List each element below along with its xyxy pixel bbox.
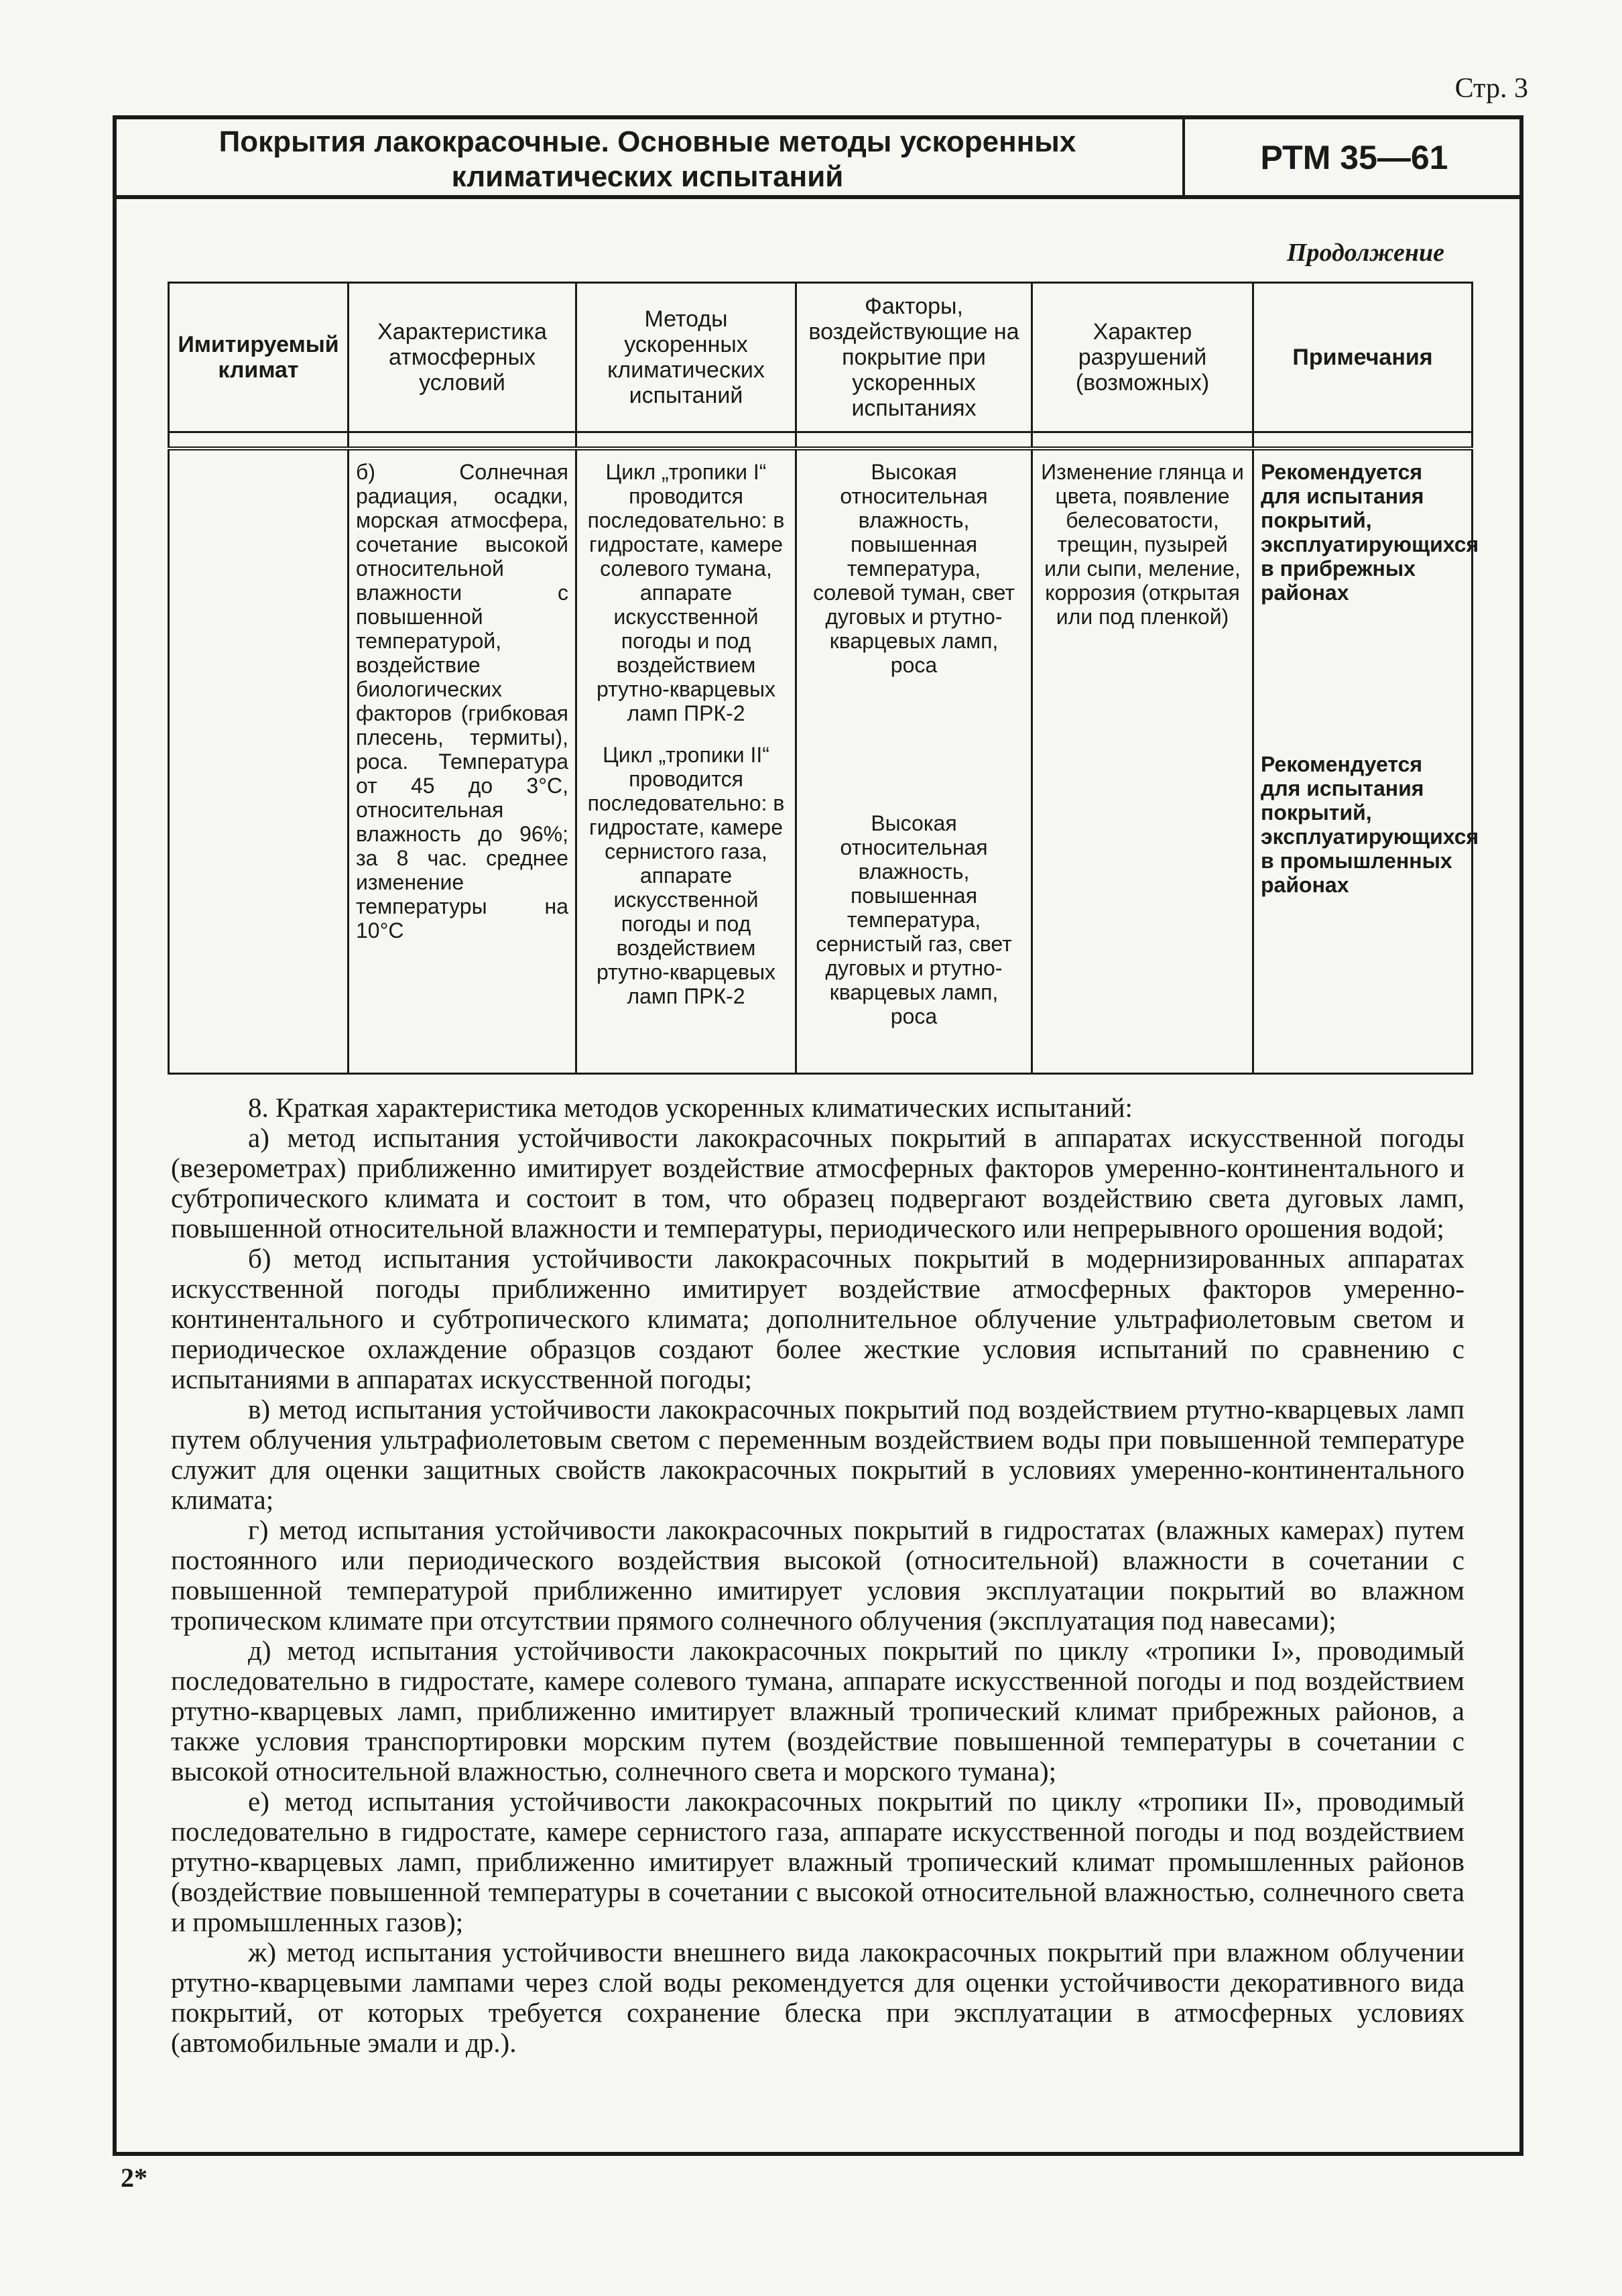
method-item-a: а) метод испытания устойчивости лакокрасочных покрытий в аппаратах искусственной погоды (везерометрах) приближенно имитирует воздействие атмосферных факторов умеренно-континентального и субтропического климата и состоит в том, что образец подвергают воздействию света дуговых ламп, повышенной относительной влажности и температуры, периодического или непрерывного орошения водой; — [171, 1122, 1464, 1244]
method-tropics-1: Цикл „тропики I“ проводится последовательно: в гидростате, камере солевого тумана, аппарате искусственной погоды и под воздействием ртутно-кварцевых ламп ПРК-2 — [587, 460, 785, 725]
table-separator — [169, 432, 1473, 449]
cell-notes — [1253, 448, 1479, 1074]
cell-climate — [169, 448, 349, 1074]
footer-rule — [113, 2152, 1523, 2156]
document-title: Покрытия лакокрасочные. Основные методы ускоренных климатических испытаний — [113, 119, 1185, 195]
methods-description — [171, 1093, 1464, 2058]
column-header-factors: Факторы, воздействующие на покрытие при ускоренных испытаниях — [796, 283, 1032, 432]
method-item-v: в) метод испытания устойчивости лакокрасочных покрытий под воздействием ртутно-кварцевых ламп путем облучения ультрафиолетовым светом с переменным воздействием воды при повышенной температуре служит для оценки защитных свойств лакокрасочных покрытий в условиях умеренно-континентального климата; — [171, 1394, 1464, 1515]
method-item-zh: ж) метод испытания устойчивости внешнего вида лакокрасочных покрытий при влажном облучении ртутно-кварцевыми лампами через слой воды рекомендуется для оценки устойчивости декоративного вида покрытий, от которых требуется сохранение блеска при эксплуатации в атмосферных условиях (автомобильные эмали и др.). — [171, 1937, 1464, 2058]
method-item-g: г) метод испытания устойчивости лакокрасочных покрытий в гидростатах (влажных камерах) путем постоянного или периодического воздействия высокой (относительной) влажности в сочетании с повышенной температурой приближенно имитирует условия эксплуатации покрытий во влажном тропическом климате при отсутствии прямого солнечного облучения (эксплуатация под навесами); — [171, 1514, 1464, 1636]
document-code: РТМ 35—61 — [1260, 138, 1448, 176]
document-header — [113, 115, 1523, 199]
factors-tropics-2: Высокая относительная влажность, повышенная температура, сернистый газ, свет дуговых и ртутно-кварцевых ламп, роса — [816, 811, 1012, 1028]
cell-conditions: б) Солнечная радиация, осадки, морская атмосфера, сочетание высокой относительной влажности с повышенной температурой, воздействие биологических факторов (грибковая плесень, термиты), роса. Температура от 45 до 3°С, относительная влажность до 96%; за 8 час. среднее изменение температуры на 10°С — [349, 448, 576, 1074]
cell-methods — [576, 448, 796, 1074]
method-item-e: е) метод испытания устойчивости лакокрасочных покрытий по циклу «тропики II», проводимый последовательно в гидростате, камере сернистого газа, аппарате искусственной погоды и под воздействием ртутно-кварцевых ламп, приближенно имитирует влажный тропический климат промышленных районов (воздействие повышенной температуры в сочетании с высокой относительной влажностью, солнечного света и промышленных газов); — [171, 1786, 1464, 1937]
table-header-row — [169, 283, 1473, 432]
column-header-methods: Методы ускоренных климатических испытаний — [576, 283, 796, 432]
method-item-d: д) метод испытания устойчивости лакокрасочных покрытий по циклу «тропики I», проводимый последовательно в гидростате, камере солевого тумана, аппарате искусственной погоды и под воздействием ртутно-кварцевых ламп, приближенно имитирует влажный тропический климат прибрежных районов, а также условия транспортировки морским путем (воздействие повышенной температуры в сочетании с высокой относительной влажностью, солнечного света и морского тумана); — [171, 1635, 1464, 1787]
column-header-damage: Характер разрушений (возможных) — [1032, 283, 1253, 432]
page-number: Стр. 3 — [1454, 73, 1528, 104]
note-tropics-1: Рекомендуется для испытания покрытий, эксплуатирующихся в прибрежных районах — [1261, 460, 1479, 605]
continuation-label: Продолжение — [1286, 239, 1444, 267]
factors-tropics-1: Высокая относительная влажность, повышенная температура, солевой туман, свет дуговых и ртутно-кварцевых ламп, роса — [812, 460, 1015, 677]
method-tropics-2: Цикл „тропики II“ проводится последовательно: в гидростате, камере сернистого газа, аппарате искусственной погоды и под воздействием ртутно-кварцевых ламп ПРК-2 — [587, 743, 785, 1008]
table-row — [169, 448, 1473, 1074]
climate-methods-table — [168, 282, 1479, 1075]
cell-factors — [796, 448, 1032, 1074]
method-item-b: б) метод испытания устойчивости лакокрасочных покрытий в модернизированных аппаратах искусственной погоды приближенно имитирует воздействие атмосферных факторов умеренно-континентального и субтропического климата; дополнительное облучение ультрафиолетовым светом и периодическое охлаждение образцов создают более жесткие условия испытаний по сравнению с испытаниями в аппаратах искусственной погоды; — [171, 1243, 1464, 1394]
column-header-notes: Примечания — [1253, 283, 1473, 432]
note-tropics-2: Рекомендуется для испытания покрытий, эксплуатирующихся в промышленных районах — [1261, 752, 1479, 897]
cell-damage: Изменение глянца и цвета, появление белесоватости, трещин, пузырей или сыпи, меление, коррозия (открытая или под пленкой) — [1032, 448, 1253, 1074]
column-header-conditions: Характеристика атмосферных условий — [349, 283, 576, 432]
section-heading: 8. Краткая характеристика методов ускоренных климатических испытаний: — [248, 1092, 1133, 1123]
signature-mark: 2* — [121, 2163, 147, 2193]
column-header-climate: Имитируемый климат — [169, 283, 349, 432]
